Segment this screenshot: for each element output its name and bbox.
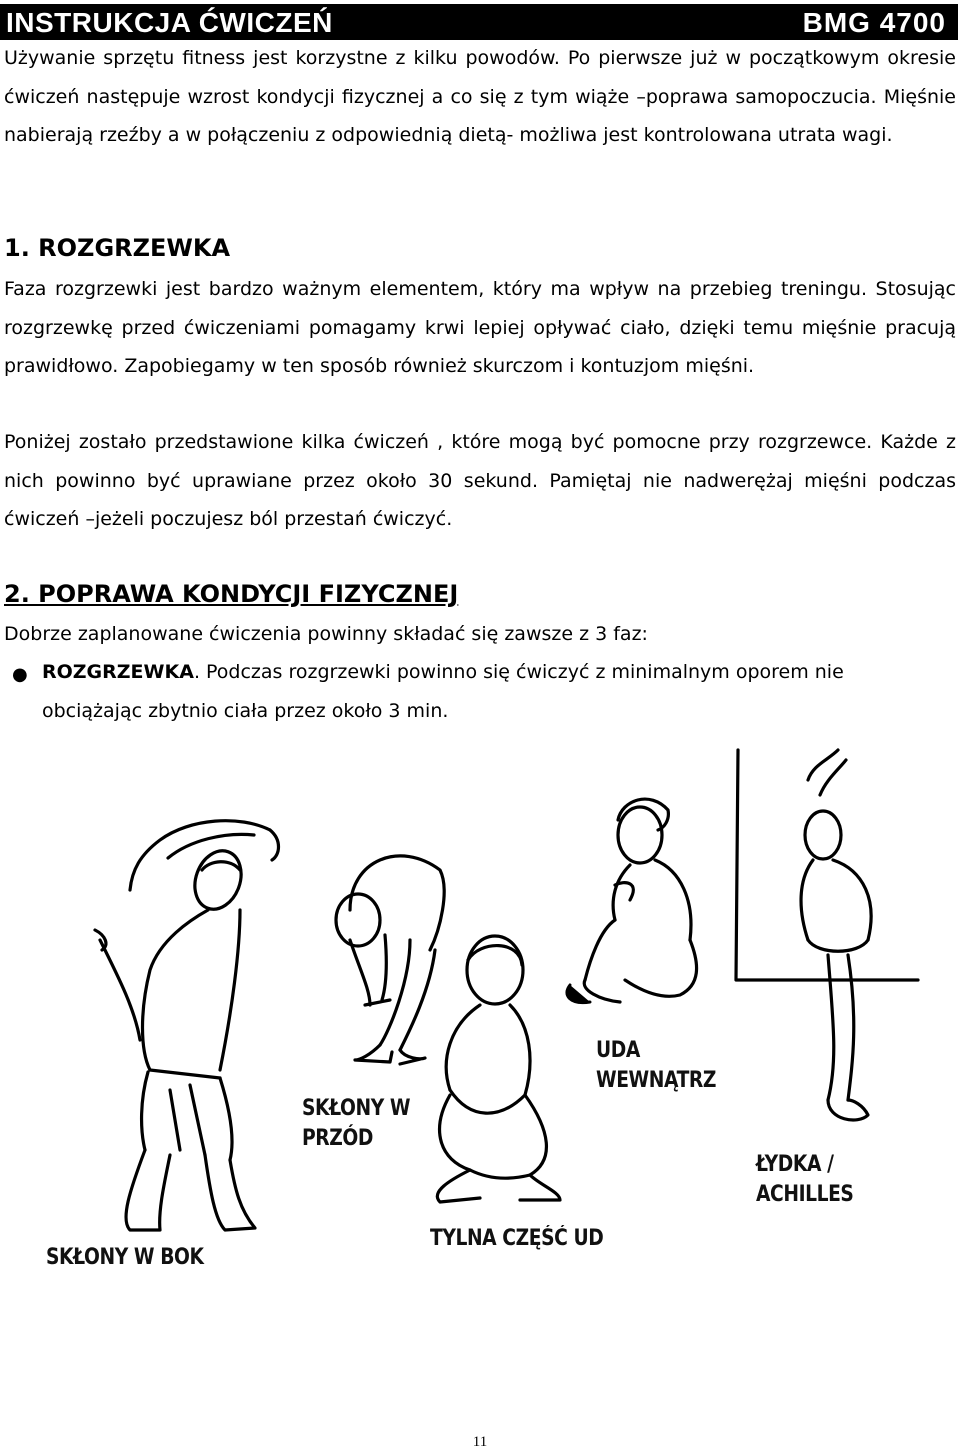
section-heading-warmup: 1. ROZGRZEWKA [4,234,231,262]
bullet-bold-label: ROZGRZEWKA [42,661,194,683]
inner-thigh-caption [596,1036,716,1096]
inner-thigh-figure [560,790,730,1020]
intro-paragraph: Używanie sprzętu fitness jest korzystne z kilku powodów. Po pierwsze już w początkowym okresie ćwiczeń następuje wzrost kondycji fizycznej a co się z tym wiąże –poprawa samopoczucia. Mięśnie nabierają rzeźby a w połączeniu z odpowiednią dietą- możliwa jest kontrolowana utrata wagi. [4,47,956,146]
side-bend-caption: SKŁONY W BOK [46,1245,204,1270]
document-title: INSTRUKCJA ĆWICZEŃ [6,7,333,38]
header-bar [0,4,958,40]
side-bend-figure [40,810,300,1230]
section-heading-condition: 2. POPRAWA KONDYCJI FIZYCZNEJ [4,580,459,608]
bullet-description: . Podczas rozgrzewki powinno się ćwiczyć z minimalnym oporem nie obciążając zbytnio ciała przez około 3 min. [42,661,844,722]
warmup-paragraph-1: Faza rozgrzewki jest bardzo ważnym elementem, który ma wpływ na przebieg treningu. Stosując rozgrzewkę przed ćwiczeniami pomagamy krwi lepiej opływać ciało, dzięki temu mięśnie pracują prawidłowo. Zapobiegamy w ten sposób również skurczom i kontuzjom mięśni. [4,278,956,377]
forward-bend-caption [302,1094,410,1154]
bullet-item-warmup [42,653,942,731]
calf-stretch-figure [728,740,928,1140]
phases-intro: Dobrze zaplanowane ćwiczenia powinny składać się zawsze z 3 faz: [4,623,648,645]
forward-bend-caption-line-1: SKŁONY W [302,1096,411,1121]
forward-bend-caption-line-2: PRZÓD [302,1126,373,1151]
warmup-paragraph-2: Poniżej zostało przedstawione kilka ćwiczeń , które mogą być pomocne przy rozgrzewce. Każde z nich powinno być uprawiane przez około 30 sekund. Pamiętaj nie nadwerężaj mięśni podczas ćwiczeń –jeżeli poczujesz ból przestań ćwiczyć. [4,431,956,530]
calf-caption: ŁYDKA / ACHILLES [756,1152,854,1207]
inner-thigh-caption-line-1: UDA [596,1038,640,1063]
page-number: 11 [472,1434,488,1450]
inner-thigh-caption-line-2: WEWNĄTRZ [596,1068,717,1093]
hamstring-caption: TYLNA CZĘŚĆ UD [430,1226,604,1251]
hamstring-stretch-figure [410,930,580,1210]
bullet-icon: ● [12,664,28,685]
model-number: BMG 4700 [802,7,946,38]
